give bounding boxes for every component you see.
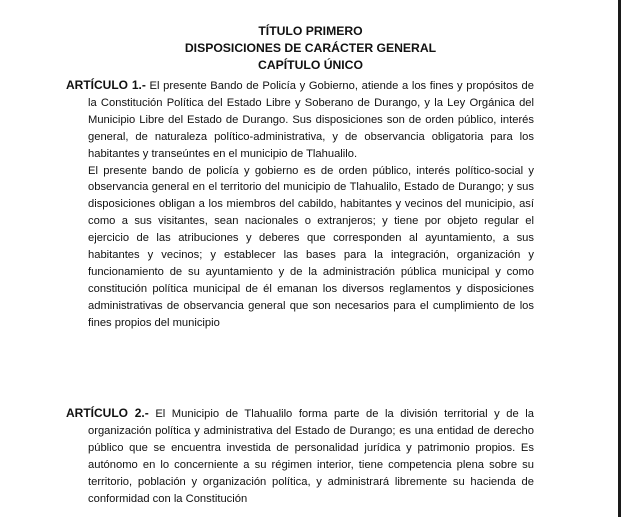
articulo-1-text: El presente Bando de Policía y Gobierno, atiende a los fines y propósitos de la Constitución Política del Estado Libre y Soberano de Durango, y la Ley Orgánica del Municipio Libre del Estado de Durango. Sus disposiciones son de orden público, interés general, de naturaleza político-administrativa, y de observancia obligatoria para los habitantes y transeúntes en el municipio de Tlahualilo. bbox=[88, 80, 534, 160]
articulo-1 bbox=[66, 77, 534, 332]
capitulo-heading: CAPÍTULO ÚNICO bbox=[258, 58, 363, 72]
articulo-2-paragraph bbox=[66, 405, 534, 507]
articulo-2-label: ARTÍCULO 2.- bbox=[66, 406, 149, 420]
disposiciones-heading: DISPOSICIONES DE CARÁCTER GENERAL bbox=[184, 41, 437, 55]
articulo-1-label: ARTÍCULO 1.- bbox=[66, 78, 146, 92]
articulo-2-text: El Municipio de Tlahualilo forma parte de la división territorial y de la organización política y administrativa del Estado de Durango; es una entidad de derecho público que se encuentra investida de personalidad jurídica y patrimonio propios. Es autónomo en lo concerniente a su régimen interior, tiene competencia plena sobre su territorio, población y organización política, y administrará libremente su hacienda de conformidad con la Constitución bbox=[88, 408, 534, 505]
articulo-2 bbox=[66, 405, 534, 507]
articulo-1-paragraph bbox=[66, 77, 534, 163]
titulo-heading: TÍTULO PRIMERO bbox=[258, 24, 363, 38]
articulo-1-paragraph-2: El presente bando de policía y gobierno es de orden público, interés político-social y observancia general en el territorio del municipio de Tlahualilo, Estado de Durango; y sus disposiciones obligan a los miembros del cabildo, habitantes y vecinos del municipio, así como a sus visitantes, sean nacionales o extranjeros; y tiene por objeto regular el ejercicio de las atribuciones y deberes que corresponden al ayuntamiento, a sus habitantes y vecinos; y establecer las bases para la integración, organización y funcionamiento de su ayuntamiento y de la administración pública municipal y como constitución política municipal de él emanan los diversos reglamentos y disposiciones administrativas de observancia general que son necesarios para el cumplimiento de los fines propios del municipio bbox=[88, 164, 534, 329]
